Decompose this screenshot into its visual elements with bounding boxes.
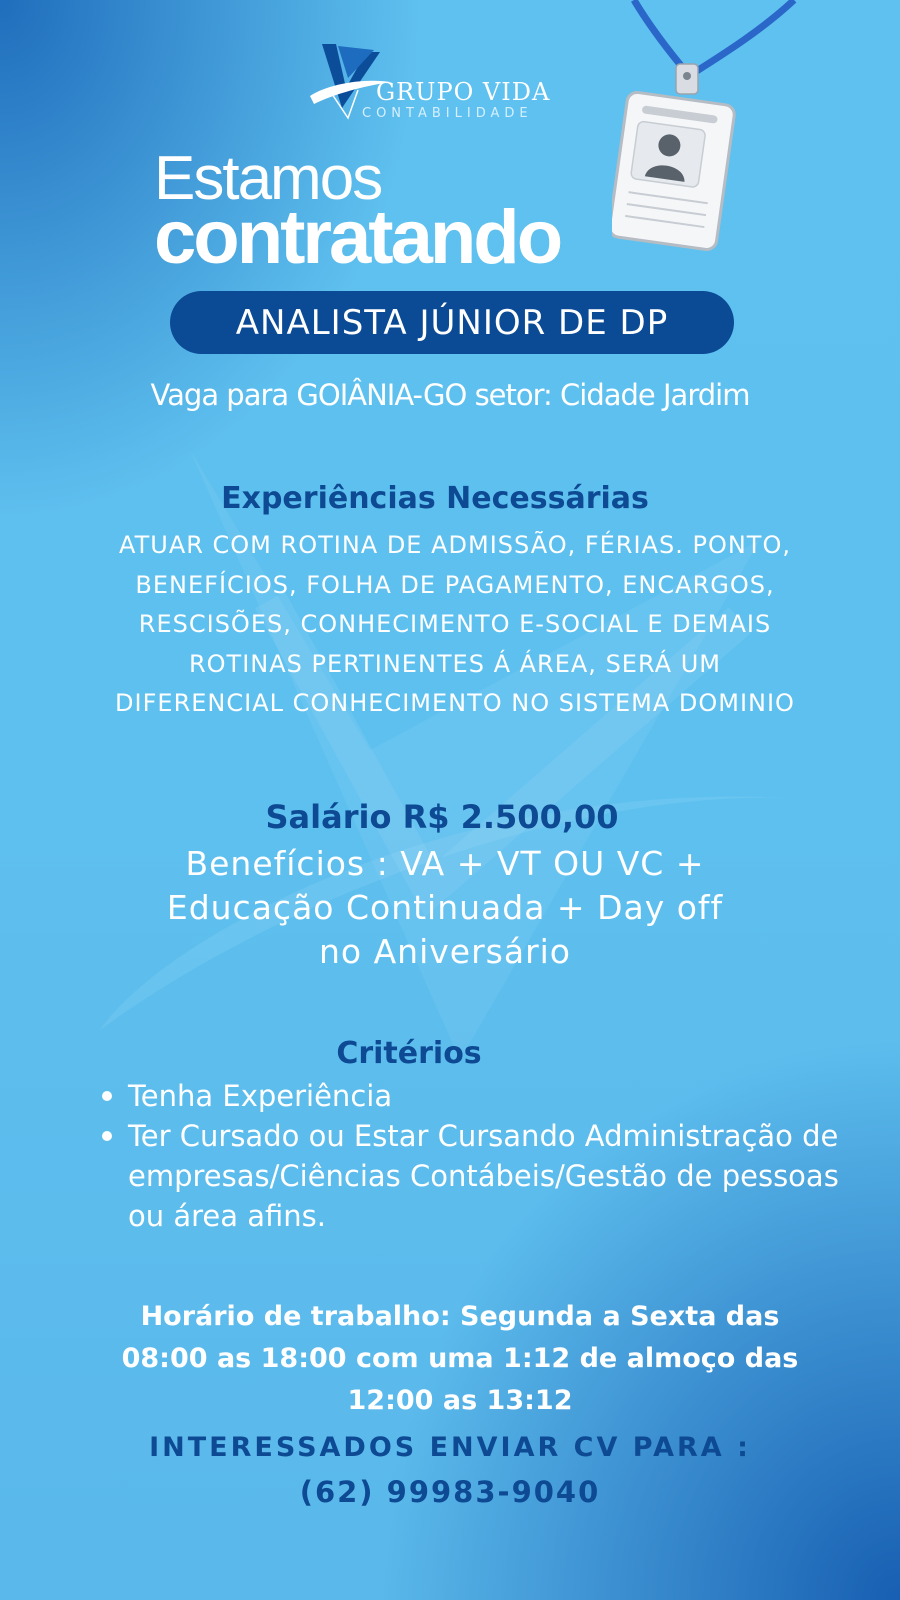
experience-text: ATUAR COM ROTINA DE ADMISSÃO, FÉRIAS. PONTO, BENEFÍCIOS, FOLHA DE PAGAMENTO, ENCARGOS, RESCISÕES, CONHECIMENTO E-SOCIAL E DEMAIS ROTINAS PERTINENTES Á ÁREA, SERÁ UM DIFERENCIAL CONHECIMENTO NO SISTEMA DOMINIO xyxy=(115,531,795,717)
bullet-icon xyxy=(102,1131,112,1141)
criteria-item-text: Tenha Experiência xyxy=(128,1079,393,1113)
id-badge-icon xyxy=(612,0,812,260)
brand-name: GRUPO VIDA xyxy=(376,78,551,106)
contact-phone[interactable]: (62) 99983-9040 xyxy=(299,1475,601,1509)
criteria-list xyxy=(96,1076,876,1236)
criteria-item xyxy=(96,1076,876,1116)
headline-line-2: contratando xyxy=(154,195,561,280)
experience-title: Experiências Necessárias xyxy=(221,481,649,516)
salary: Salário R$ 2.500,00 xyxy=(265,798,619,836)
criteria-title: Critérios xyxy=(336,1036,482,1071)
position-badge xyxy=(170,291,734,354)
contact-title: INTERESSADOS ENVIAR CV PARA : xyxy=(149,1432,751,1463)
benefits: Benefícios : VA + VT OU VC + Educação Continuada + Day off no Aniversário xyxy=(166,844,724,971)
brand-subtitle: CONTABILIDADE xyxy=(362,106,533,121)
logo-watermark-icon xyxy=(40,420,860,1120)
bullet-icon xyxy=(102,1091,112,1101)
position-title: ANALISTA JÚNIOR DE DP xyxy=(235,302,669,343)
criteria-item xyxy=(96,1116,876,1236)
work-hours: Horário de trabalho: Segunda a Sexta das 08:00 as 18:00 com uma 1:12 de almoço das 12:00 as 13:12 xyxy=(121,1301,799,1416)
headline-line-1: Estamos xyxy=(154,144,382,213)
job-location: Vaga para GOIÂNIA-GO setor: Cidade Jardim xyxy=(150,378,750,412)
brand-logo xyxy=(308,38,568,128)
criteria-item-text: Ter Cursado ou Estar Cursando Administração de empresas/Ciências Contábeis/Gestão de pessoas ou área afins. xyxy=(128,1119,839,1233)
